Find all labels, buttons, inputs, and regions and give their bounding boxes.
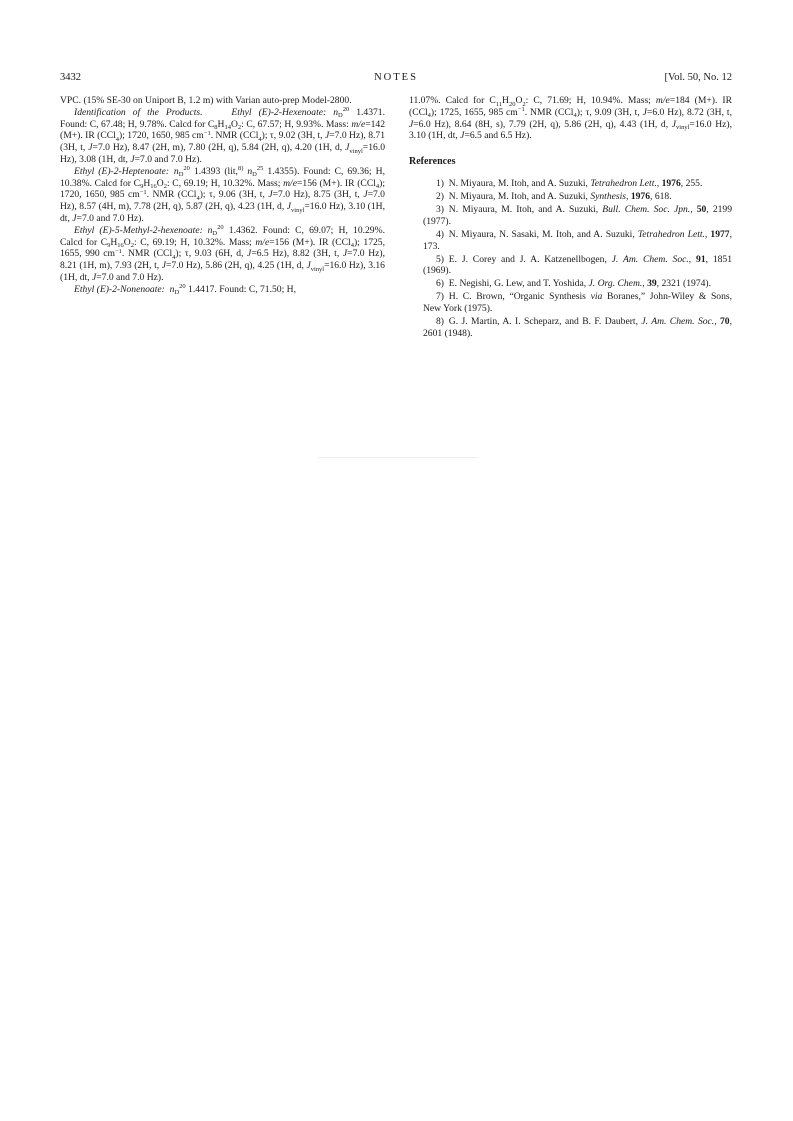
running-head (60, 72, 732, 86)
vpc-paragraph: VPC. (15% SE-30 on Uniport B, 1.2 m) with Varian auto-prep Model-2800. (60, 95, 352, 106)
left-column (60, 95, 385, 296)
compound-nonenoate-cont: 11.07%. Calcd for $C_{11}H_{20}O_2$: C, 71.69; H, 10.94%. Mass; m/e=184 (M+). IR (CCl$_4$); 1725, 1655, 985 $cm^{-1}$. NMR (CCl$_4$); τ, 9.09 (3H, t, J=6.0 Hz), 8.72 (3H, t, J=6.0 Hz), 8.64 (8H, s), 7.79 (2H, q), 5.86 (2H, q), 4.43 (1H, d, $J_{vinyl}=16.0$ Hz), 3.10 (1H, dt, J=6.5 and 6.5 Hz). (409, 95, 733, 142)
reference-item: 4) N. Miyaura, N. Sasaki, M. Itoh, and A. Suzuki, Tetrahedron Lett., 1977, 173. (423, 228, 732, 252)
compound-name: Ethyl (E)-5-Methyl-2-hexenoate: (74, 224, 203, 236)
compound-name: Ethyl (E)-2-Hexenoate: (231, 106, 327, 118)
identification-heading: Identification of the Products. (74, 106, 203, 118)
compound-hexenoate: Identification of the Products. Ethyl (E)-2-Hexenoate: $n_D^{20}$ 1.4371. Found: C, 67.48; H, 9.78%. Calcd for $C_8H_{14}O_2$: C, 67.57; H, 9.93%. Mass: m/e=142 (M+). IR (CCl$_4$); 1720, 1650, 985 $cm^{-1}$. NMR (CCl$_4$); τ, 9.02 (3H, t, J=7.0 Hz), 8.71 (3H, t, J=7.0 Hz), 8.47 (2H, m), 7.80 (2H, q), 5.84 (2H, q), 4.20 (1H, d, $J_{vinyl}=16.0$ Hz), 3.08 (1H, dt, J=7.0 and 7.0 Hz). (60, 106, 386, 165)
reference-item: 3) N. Miyaura, M. Itoh, and A. Suzuki, Bull. Chem. Soc. Jpn., 50, 2199 (1977). (423, 203, 732, 227)
volume-info: [Vol. 50, No. 12 (664, 72, 732, 83)
compound-name: Ethyl (E)-2-Nonenoate: (74, 283, 165, 295)
compound-methylhexenoate: Ethyl (E)-5-Methyl-2-hexenoate: $n_D^{20}$ 1.4362. Found: C, 69.07; H, 10.29%. Calcd for $C_9H_{16}O_2$: C, 69.19; H, 10.32%. Mass; m/e=156 (M+). IR (CCl$_4$); 1725, 1655, 990 $cm^{-1}$. NMR (CCl$_4$); τ, 9.03 (6H, d, J=6.5 Hz), 8.82 (3H, t, J=7.0 Hz), 8.21 (1H, m), 7.93 (2H, t, J=7.0 Hz), 5.86 (2H, q), 4.25 (1H, d, $J_{vinyl}=16.0$ Hz), 3.16 (1H, dt, J=7.0 and 7.0 Hz). (60, 224, 386, 283)
references-heading: References (409, 156, 456, 168)
reference-item: 1) N. Miyaura, M. Itoh, and A. Suzuki, Tetrahedron Lett., 1976, 255. (436, 177, 703, 189)
reference-item: 8) G. J. Martin, A. I. Scheparz, and B. F. Daubert, J. Am. Chem. Soc., 70, 2601 (1948). (423, 316, 732, 339)
reference-item: 6) E. Negishi, G. Lew, and T. Yoshida, J. Org. Chem., 39, 2321 (1974). (436, 278, 712, 290)
section-title: NOTES (374, 72, 418, 83)
reference-item: 5) E. J. Corey and J. A. Katzenellbogen, J. Am. Chem. Soc., 91, 1851 (1969). (423, 253, 733, 277)
divider (318, 457, 478, 458)
reference-item: 7) H. C. Brown, “Organic Synthesis via Boranes,” John-Wiley & Sons, New York (1975). (423, 291, 733, 315)
references-list (409, 178, 732, 340)
compound-nonenoate-start: Ethyl (E)-2-Nonenoate: $n_D^{20}$ 1.4417. Found: C, 71.50; H, (74, 283, 296, 297)
right-column (409, 95, 732, 341)
compound-name: Ethyl (E)-2-Heptenoate: (74, 165, 170, 177)
page-number: 3432 (60, 72, 81, 83)
reference-item: 2) N. Miyaura, M. Itoh, and A. Suzuki, Synthesis, 1976, 618. (436, 190, 672, 202)
compound-heptenoate: Ethyl (E)-2-Heptenoate: $n_D^{20}$ 1.4393 (lit,$^{8)}$ $n_D^{25}$ 1.4355). Found: C, 69.36; H, 10.38%. Calcd for $C_9H_{16}O_2$: C, 69.19; H, 10.32%. Mass; m/e=156 (M+). IR (CCl$_4$); 1720, 1650, 985 $cm^{-1}$. NMR (CCl$_4$); τ, 9.06 (3H, t, J=7.0 Hz), 8.75 (3H, t, J=7.0 Hz), 8.57 (4H, m), 7.78 (2H, q), 5.87 (2H, q), 4.23 (1H, d, $J_{vinyl}=16.0$ Hz), 3.10 (1H, dt, J=7.0 and 7.0 Hz). (60, 165, 386, 224)
